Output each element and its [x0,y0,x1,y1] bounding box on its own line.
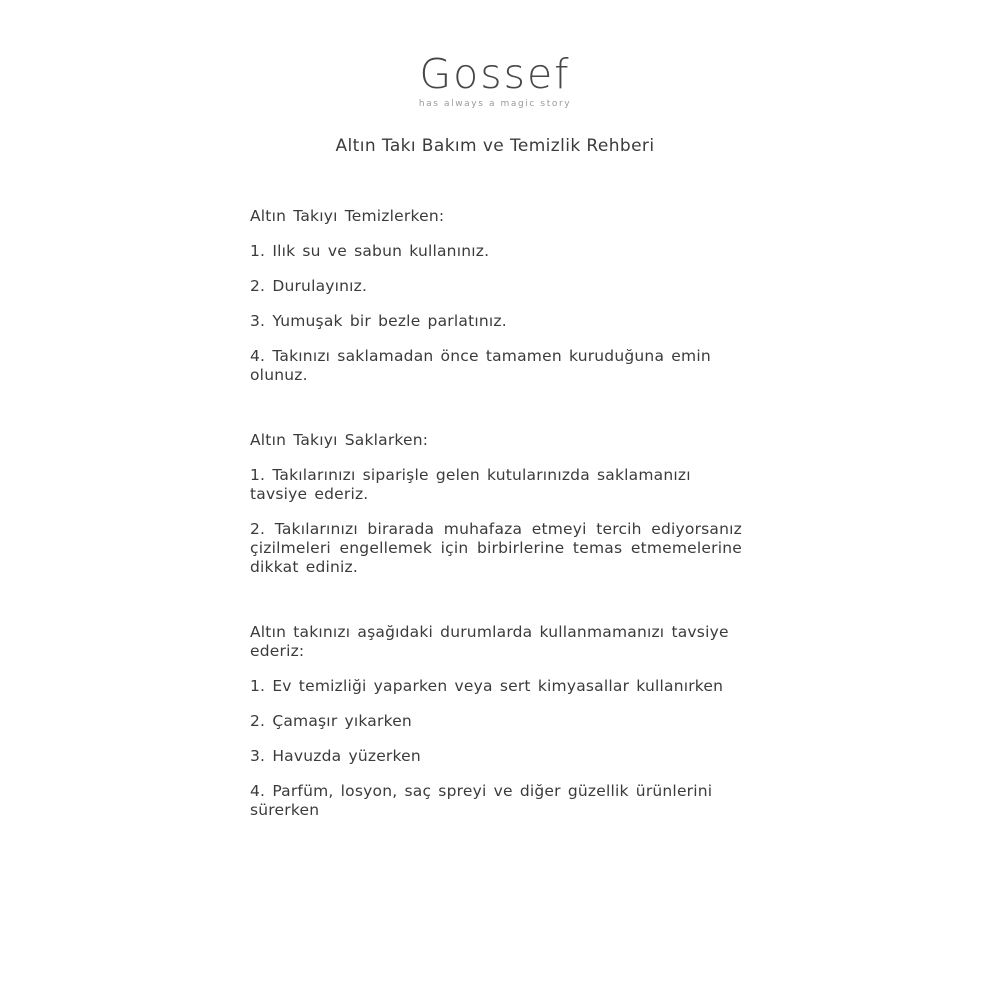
section-heading: Altın takınızı aşağıdaki durumlarda kullanmamanızı tavsiye ederiz: [250,623,729,660]
section-cleaning [250,207,742,385]
list-item: 1. Takılarınızı siparişle gelen kutularınızda saklamanızı tavsiye ederiz. [250,466,691,503]
list-item: 2. Çamaşır yıkarken [250,712,412,730]
list-item: 4. Takınızı saklamadan önce tamamen kuruduğuna emin olunuz. [250,347,711,384]
brand-block [0,0,990,109]
brand-logo: Gossef [419,50,571,98]
list-item: 1. Ilık su ve sabun kullanınız. [250,242,490,260]
list-item: 3. Yumuşak bir bezle parlatınız. [250,312,507,330]
list-item: 2. Durulayınız. [250,277,368,295]
list-item: 2. Takılarınızı birarada muhafaza etmeyi tercih ediyorsanız çizilmeleri engellemek için birbirlerine temas etmemelerine dikkat ediniz. [250,520,742,576]
list-item: 3. Havuzda yüzerken [250,747,421,765]
page-title: Altın Takı Bakım ve Temizlik Rehberi [335,136,655,156]
list-item: 4. Parfüm, losyon, saç spreyi ve diğer güzellik ürünlerini sürerken [250,782,713,819]
section-heading: Altın Takıyı Temizlerken: [250,207,445,225]
section-storing [250,431,742,577]
list-item: 1. Ev temizliği yaparken veya sert kimyasallar kullanırken [250,677,724,695]
section-avoid-usage [250,623,742,820]
brand-tagline: has always a magic story [418,99,572,109]
section-heading: Altın Takıyı Saklarken: [250,431,429,449]
document-content [250,207,742,820]
